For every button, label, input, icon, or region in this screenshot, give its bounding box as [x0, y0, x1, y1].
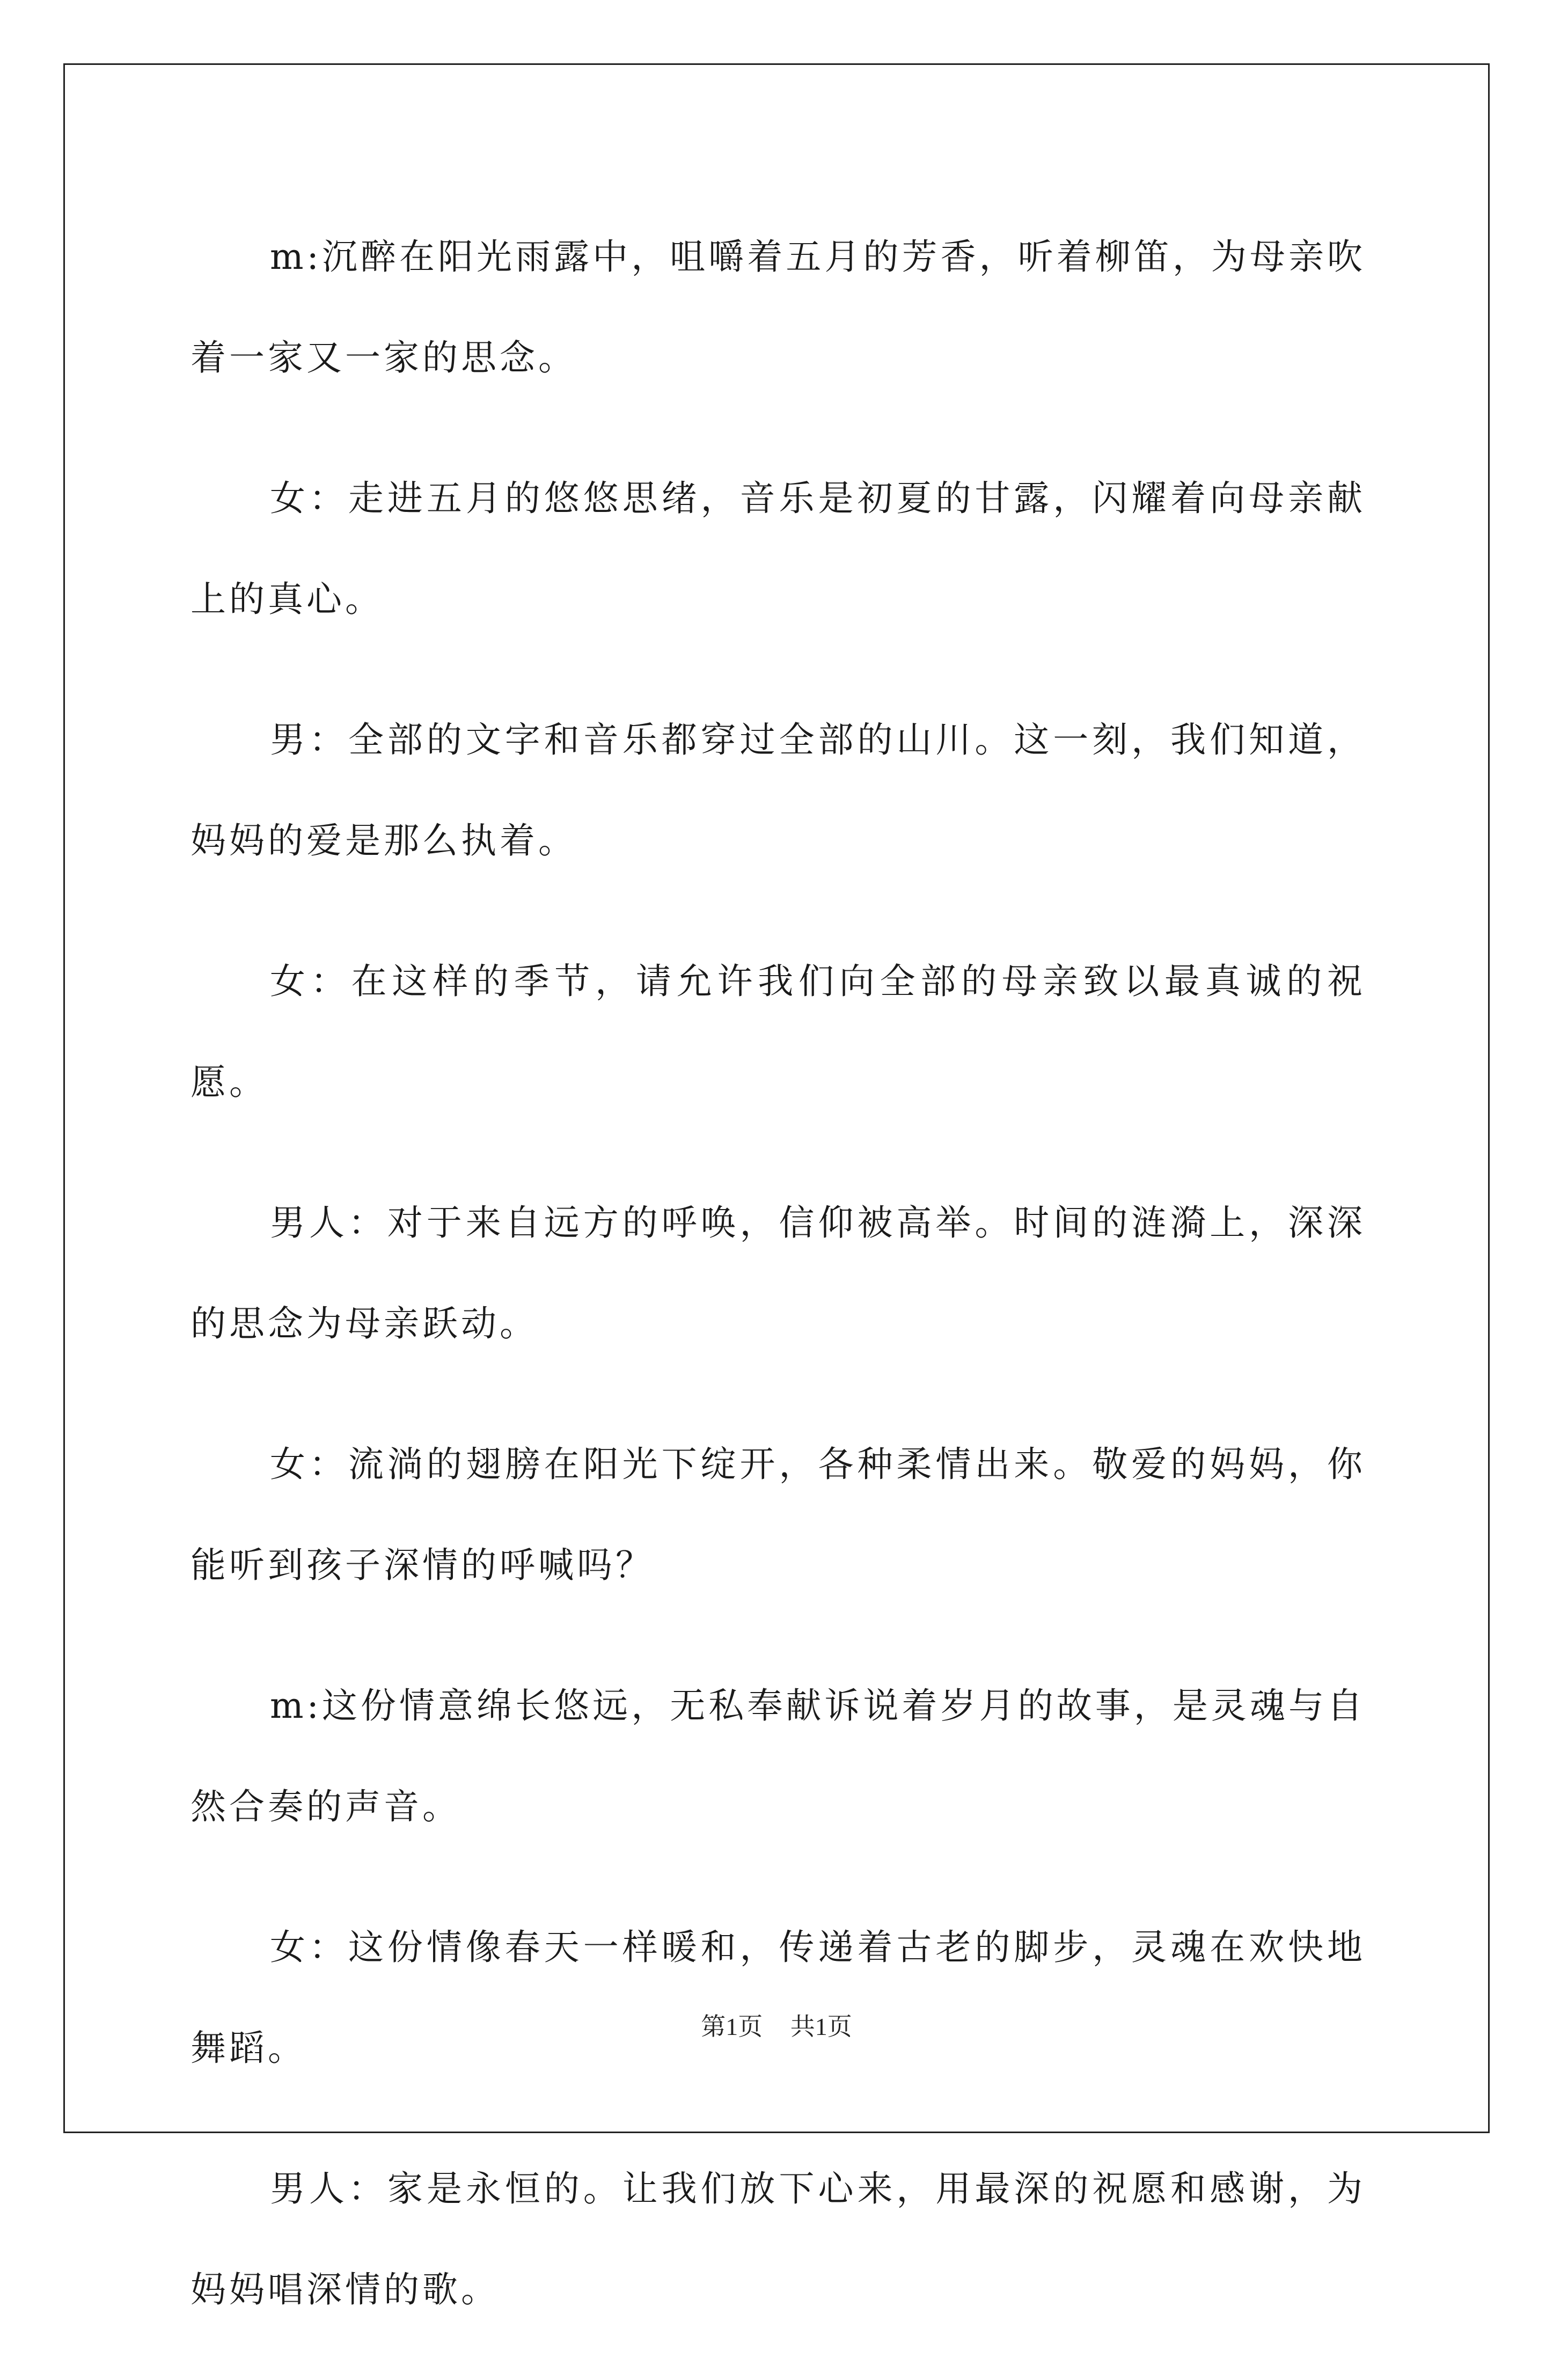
paragraph: 女：走进五月的悠悠思绪，音乐是初夏的甘露，闪耀着向母亲献上的真心。 [191, 478, 1366, 620]
page-footer [0, 2007, 1553, 2042]
page-total: 共1页 [790, 2013, 852, 2040]
document-body [191, 207, 1366, 2380]
paragraph: m:这份情意绵长悠远，无私奉献诉说着岁月的故事，是灵魂与自然合奏的声音。 [191, 1685, 1366, 1827]
paragraph: 男：全部的文字和音乐都穿过全部的山川。这一刻，我们知道，妈妈的爱是那么执着。 [191, 719, 1366, 861]
paragraph: 女：这份情像春天一样暖和，传递着古老的脚步，灵魂在欢快地舞蹈。 [191, 1927, 1366, 2069]
paragraph: 女：在这样的季节，请允许我们向全部的母亲致以最真诚的祝愿。 [191, 961, 1366, 1103]
paragraph: 女：流淌的翅膀在阳光下绽开，各种柔情出来。敬爱的妈妈，你能听到孩子深情的呼喊吗？ [191, 1444, 1366, 1586]
paragraph: m:沉醉在阳光雨露中，咀嚼着五月的芳香，听着柳笛，为母亲吹着一家又一家的思念。 [191, 236, 1366, 378]
paragraph: 男人：对于来自远方的呼唤，信仰被高举。时间的涟漪上，深深的思念为母亲跃动。 [191, 1202, 1366, 1344]
paragraph: 男人：家是永恒的。让我们放下心来，用最深的祝愿和感谢，为妈妈唱深情的歌。 [191, 2168, 1366, 2310]
page-number: 第1页 [701, 2013, 763, 2040]
